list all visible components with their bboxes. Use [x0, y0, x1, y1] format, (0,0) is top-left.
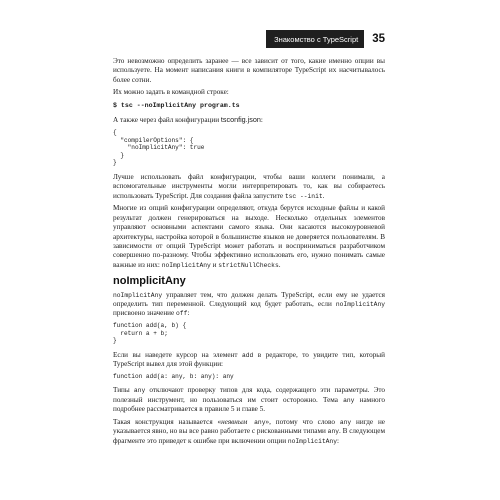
page-content: [113, 57, 385, 449]
paragraph-hover: [113, 351, 385, 370]
paragraph-text: присвоено значение: [113, 309, 177, 318]
inline-code: strictNullChecks: [218, 261, 279, 269]
paragraph-config-advice: [113, 173, 385, 201]
paragraph-text: намного подробнее рассматривается в правиле 5 и главе 5.: [113, 395, 386, 414]
command-line-example: $ tsc --noImplicitAny program.ts: [113, 102, 240, 109]
page-number: 35: [372, 33, 385, 45]
punctuation: .: [322, 191, 325, 200]
paragraph-text: », потому что слово: [265, 417, 340, 426]
inline-code: noImplicitAny: [113, 291, 163, 299]
inline-code: tsc --init: [284, 192, 323, 200]
paragraph-text: Лучше использовать файл конфигурации, чтобы ваши коллеги понимали, а вспомогательные инструменты могли интерпретировать то, как вы собираетесь использовать TypeScript. Для создания файла запустите: [113, 172, 385, 200]
inline-code: any: [133, 387, 146, 395]
paragraph-text: Их можно задать в командной строке:: [113, 88, 229, 97]
paragraph-text: в редакторе, то увидите тип, который TypeScript вывел для этой функции:: [113, 350, 385, 369]
italic-text: неявным: [221, 417, 248, 426]
inline-code: any: [339, 418, 352, 426]
code-line: "noImplicitAny": true: [113, 144, 205, 152]
paragraph-text: Такая конструкция называется «: [113, 417, 222, 426]
punctuation: :: [260, 116, 263, 125]
paragraph-text: Многие из опций конфигурации определяют, откуда берутся исходные файлы и какой результат должен генерироваться на выходе. Несколько отдельных элементов управляют основными аспектами самого языка. Они касаются высокоуровневой архитектуры, настройка которой в большинстве языков не доверяется пользователям. В зависимости от опций TypeScript может работать и восприниматься разработчиком совершенно по-разному. Чтобы эффективно использовать его, нужно понимать самые важные из них:: [113, 204, 385, 269]
paragraph-text: . В следующем фрагменте это приведет к ошибке при включении опции: [113, 427, 385, 445]
page-header: [113, 30, 385, 48]
inline-code: add: [241, 351, 254, 359]
inline-code: any: [343, 396, 355, 404]
paragraph-text: А также через файл конфигурации: [113, 116, 221, 125]
inline-code: noImplicitAny: [287, 437, 337, 445]
signature-code-block: [113, 373, 385, 381]
paragraph-text: и: [210, 260, 219, 269]
running-title: Знакомство с TypeScript: [274, 34, 359, 44]
code-line: function add(a: any, b: any): any: [113, 372, 234, 380]
paragraph-config: [113, 115, 385, 125]
punctuation: :: [336, 436, 339, 445]
inline-code: any: [327, 428, 340, 436]
paragraph-text: управляет тем, что должен делать TypeScript, если ему не удается определить тип переменной. Следующий код будет работать, если: [113, 290, 385, 309]
punctuation: .: [278, 260, 281, 269]
punctuation: :: [187, 309, 190, 318]
inline-code: noImplicitAny: [335, 301, 385, 309]
running-title-bar: [266, 30, 364, 48]
inline-code: off: [176, 310, 188, 318]
paragraph-text: отключают проверку типов для кода, содержащего эти параметры. Это полезный инструмент, но пользоваться им стоит осторожно. Тема: [113, 386, 385, 404]
code-line: "compilerOptions": {: [113, 136, 194, 144]
code-line: }: [113, 337, 117, 345]
paragraph-intro: [113, 57, 385, 85]
section-heading: noImplicitAny: [113, 275, 186, 288]
paragraph-cli: [113, 88, 385, 97]
paragraph-text: Это невозможно определить заранее — все зависит от того, какие именно опции вы используете. На момент написания книги в компиляторе TypeScript их насчитывалось более сотни.: [113, 57, 385, 84]
inline-code: any: [247, 418, 266, 426]
code-line: }: [113, 151, 124, 159]
paragraph-text: Если вы наведете курсор на элемент: [113, 350, 242, 359]
inline-code: noImplicitAny: [161, 261, 211, 269]
paragraph-options: [113, 204, 385, 270]
filename: tsconfig.json: [220, 115, 261, 125]
add-function-code-block: [113, 322, 385, 345]
code-line: }: [113, 159, 117, 167]
paragraph-text: Типы: [113, 386, 134, 395]
code-line: function add(a, b) {: [113, 322, 187, 330]
code-line: {: [113, 129, 117, 136]
paragraph-text: нигде не указывается явно, но вы все равно работаете с рискованными типами: [113, 417, 386, 436]
paragraph-implicit-any: [113, 418, 385, 446]
code-line: return a + b;: [113, 329, 168, 337]
paragraph-noimplicitany: [113, 291, 385, 319]
config-code-block: [113, 129, 385, 167]
paragraph-any-types: [113, 386, 385, 414]
